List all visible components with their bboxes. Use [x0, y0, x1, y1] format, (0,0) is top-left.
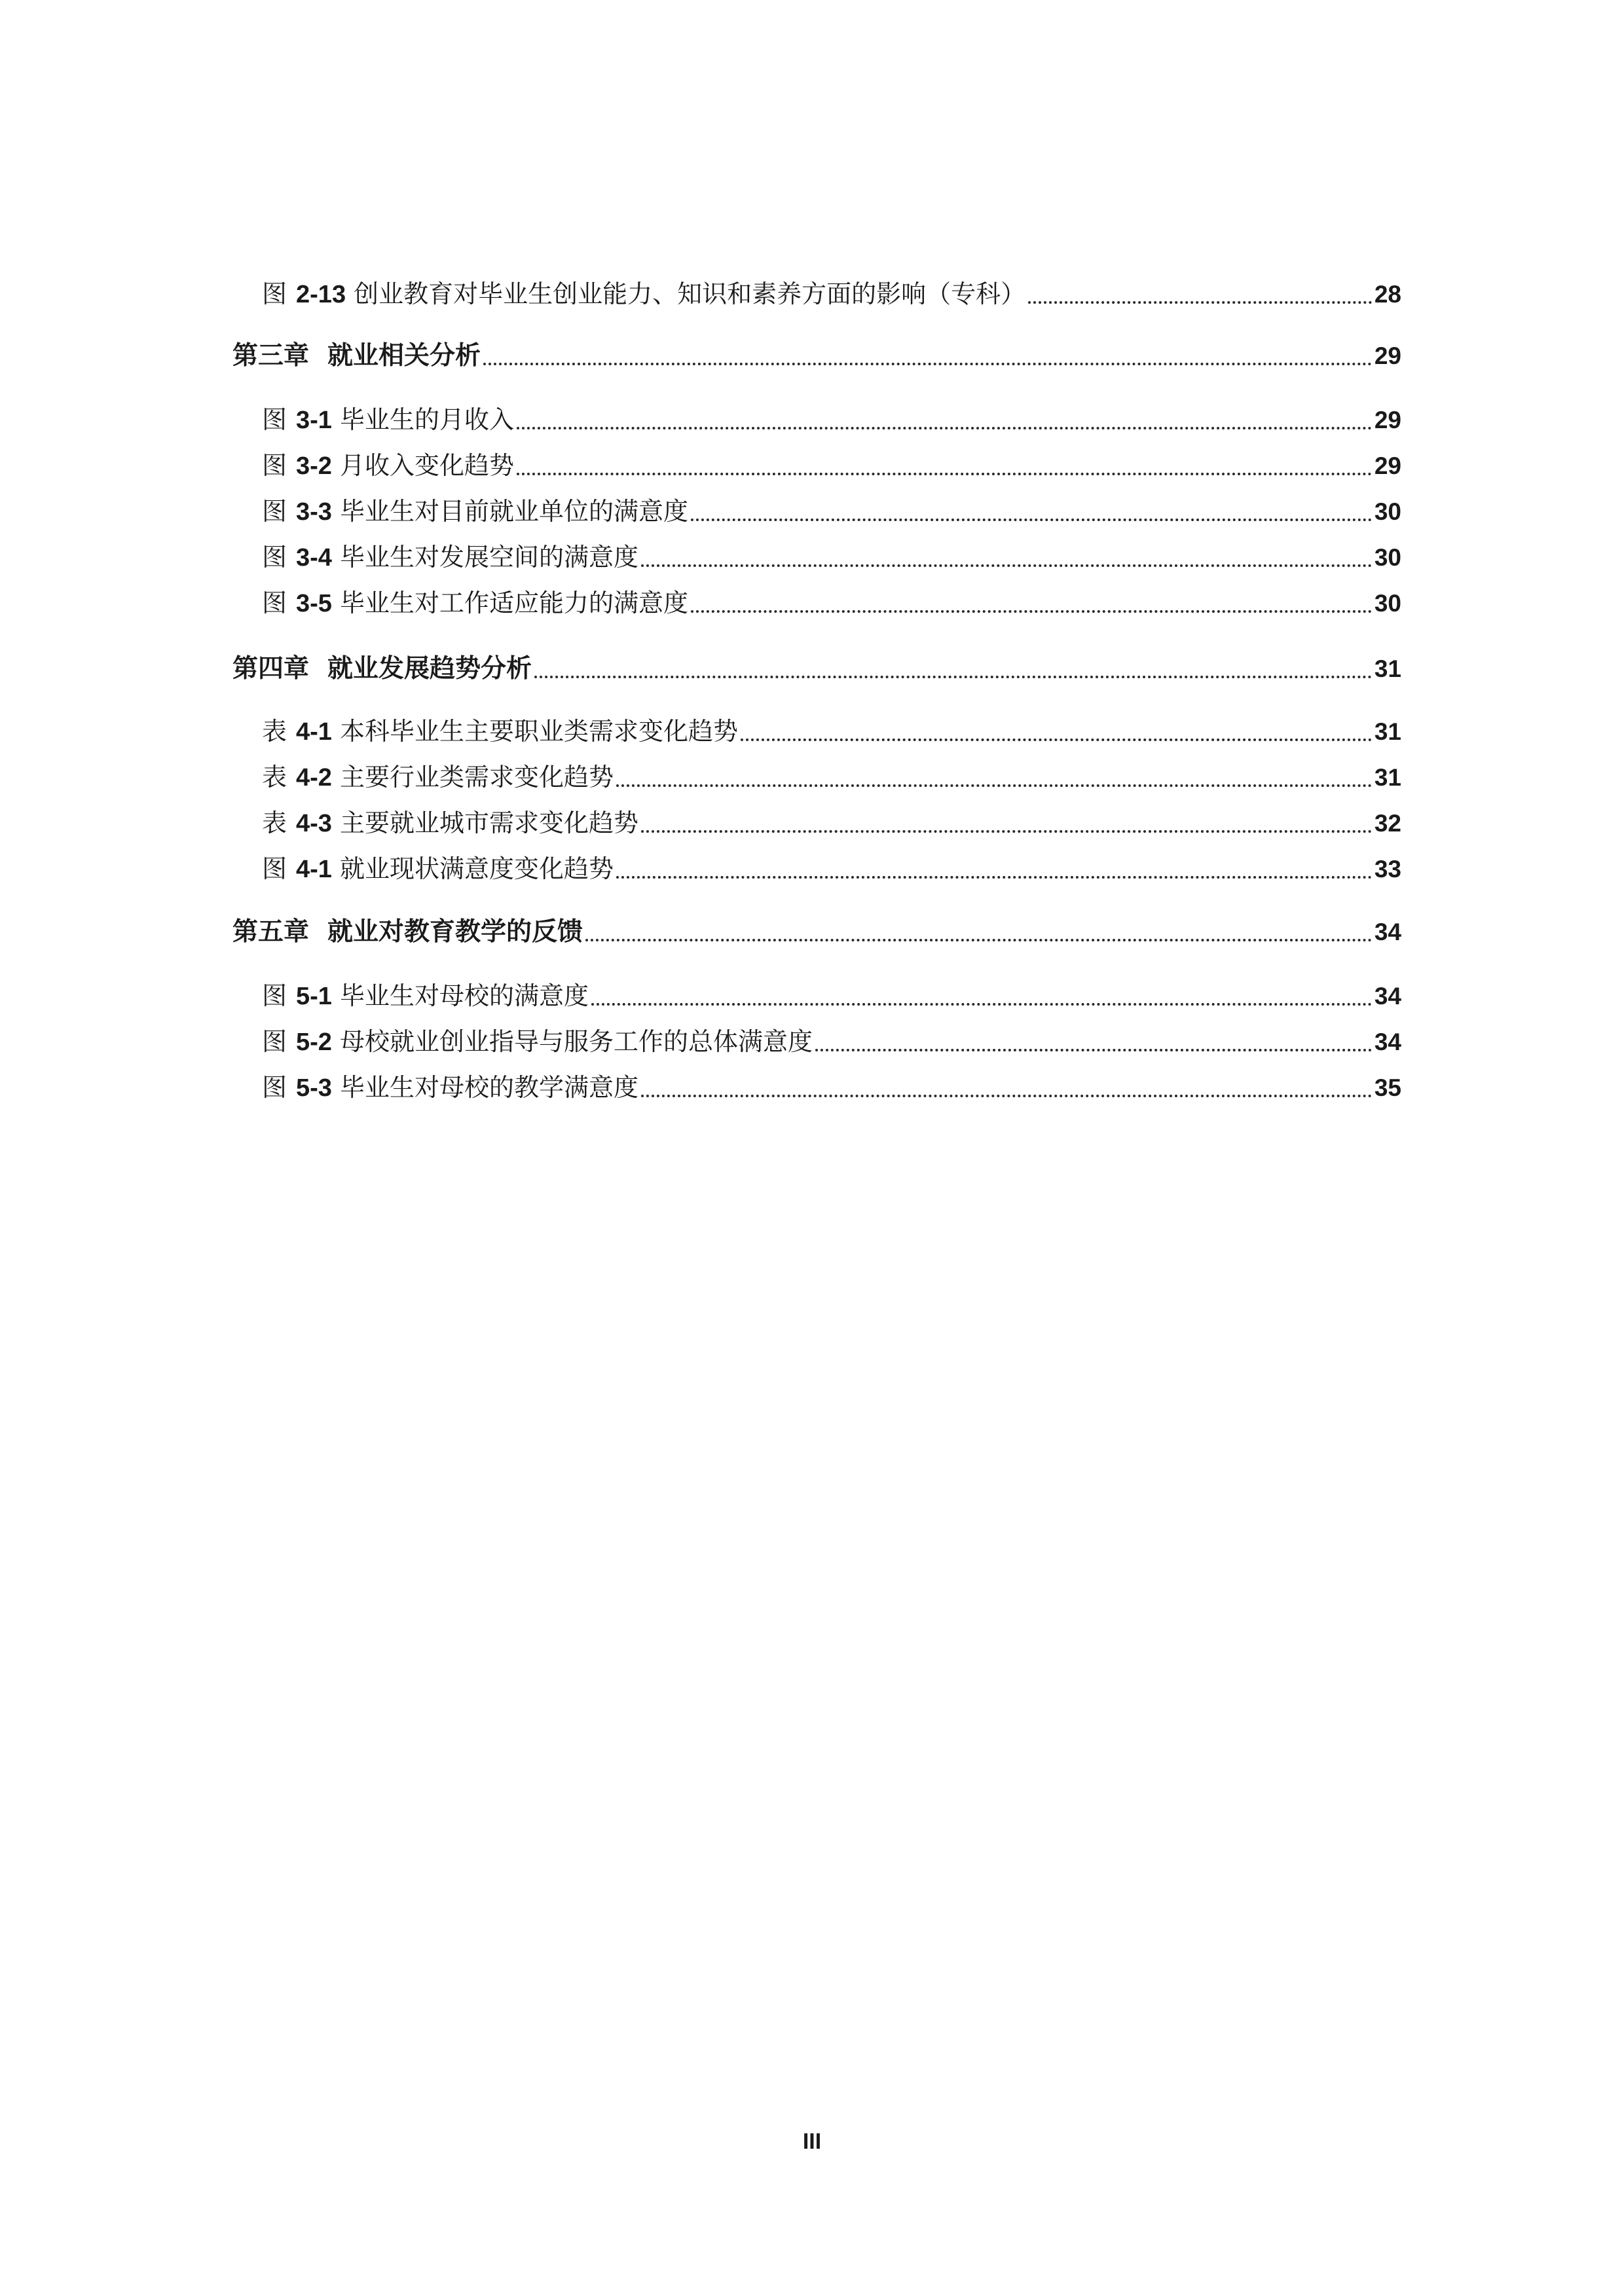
dot-leader: [616, 784, 1372, 787]
dot-leader: [483, 363, 1372, 365]
toc-page-number: 31: [1374, 718, 1401, 745]
toc-entry-label: 图 3-1 毕业生的月收入: [262, 405, 514, 434]
toc-entry-table-4-1[interactable]: [232, 714, 1401, 750]
toc-entry-label: 表 4-2 主要行业类需求变化趋势: [262, 763, 614, 792]
toc-entry-figure-4-1[interactable]: [232, 851, 1401, 888]
dot-leader: [641, 830, 1372, 833]
toc-entry-label: 图 2-13 创业教育对毕业生创业能力、知识和素养方面的影响（专科）: [262, 280, 1026, 308]
toc-page-number: 28: [1374, 281, 1401, 308]
dot-leader: [641, 1095, 1372, 1097]
toc-page-number: 30: [1374, 498, 1401, 525]
toc-chapter-4[interactable]: [232, 651, 1401, 687]
dot-leader: [815, 1049, 1372, 1051]
toc-entry-label: 图 3-3 毕业生对目前就业单位的满意度: [262, 497, 688, 526]
toc-entry-label: 图 3-2 月收入变化趋势: [262, 451, 514, 480]
dot-leader: [616, 876, 1372, 879]
toc-chapter-label: 第三章 就业相关分析: [232, 341, 481, 371]
toc-entry-figure-5-3[interactable]: [232, 1070, 1401, 1106]
toc-page-number: 34: [1374, 983, 1401, 1010]
dot-leader: [517, 473, 1372, 475]
toc-entry-label: 图 5-3 毕业生对母校的教学满意度: [262, 1073, 638, 1102]
toc-entry-figure-3-4[interactable]: [232, 539, 1401, 576]
toc-page-number: 29: [1374, 342, 1401, 369]
toc-page-number: 31: [1374, 655, 1401, 682]
toc-chapter-label: 第四章 就业发展趋势分析: [232, 654, 532, 683]
toc-page-number: 34: [1374, 1029, 1401, 1055]
toc-page-number: 30: [1374, 590, 1401, 617]
toc-chapter-5[interactable]: [232, 914, 1401, 951]
toc-entry-figure-3-3[interactable]: [232, 494, 1401, 530]
toc-entry-label: 图 5-1 毕业生对母校的满意度: [262, 981, 589, 1010]
toc-entry-label: 图 4-1 就业现状满意度变化趋势: [262, 854, 614, 883]
toc-page-number: 30: [1374, 544, 1401, 571]
toc-page-number: 29: [1374, 407, 1401, 433]
dot-leader: [691, 519, 1372, 521]
dot-leader: [585, 939, 1372, 941]
toc-page-number: 31: [1374, 764, 1401, 791]
toc-page-number: 32: [1374, 810, 1401, 837]
dot-leader: [741, 738, 1372, 741]
dot-leader: [691, 610, 1372, 613]
toc-entry-figure-5-1[interactable]: [232, 978, 1401, 1015]
dot-leader: [517, 427, 1372, 429]
toc-entry-figure-2-13[interactable]: [232, 276, 1401, 313]
toc-entry-label: 表 4-3 主要就业城市需求变化趋势: [262, 809, 638, 837]
dot-leader: [591, 1003, 1372, 1006]
toc-entry-table-4-2[interactable]: [232, 759, 1401, 796]
footer-page-number: III: [802, 2129, 822, 2154]
toc-entry-figure-3-2[interactable]: [232, 448, 1401, 484]
toc-entry-label: 图 5-2 母校就业创业指导与服务工作的总体满意度: [262, 1027, 813, 1056]
toc-page-number: 35: [1374, 1074, 1401, 1101]
toc-entry-figure-3-5[interactable]: [232, 585, 1401, 622]
toc-entry-label: 图 3-4 毕业生对发展空间的满意度: [262, 543, 638, 572]
toc-page-number: 33: [1374, 856, 1401, 883]
toc-page-number: 29: [1374, 452, 1401, 479]
toc-page-number: 34: [1374, 919, 1401, 945]
dot-leader: [534, 676, 1372, 678]
toc-entry-figure-5-2[interactable]: [232, 1024, 1401, 1061]
toc-entry-table-4-3[interactable]: [232, 805, 1401, 842]
toc-entry-figure-3-1[interactable]: [232, 402, 1401, 439]
toc-entry-label: 表 4-1 本科毕业生主要职业类需求变化趋势: [262, 717, 738, 746]
toc-entry-label: 图 3-5 毕业生对工作适应能力的满意度: [262, 589, 688, 617]
toc-chapter-3[interactable]: [232, 338, 1401, 374]
toc-chapter-label: 第五章 就业对教育教学的反馈: [232, 917, 583, 947]
dot-leader: [641, 564, 1372, 567]
dot-leader: [1028, 301, 1372, 304]
